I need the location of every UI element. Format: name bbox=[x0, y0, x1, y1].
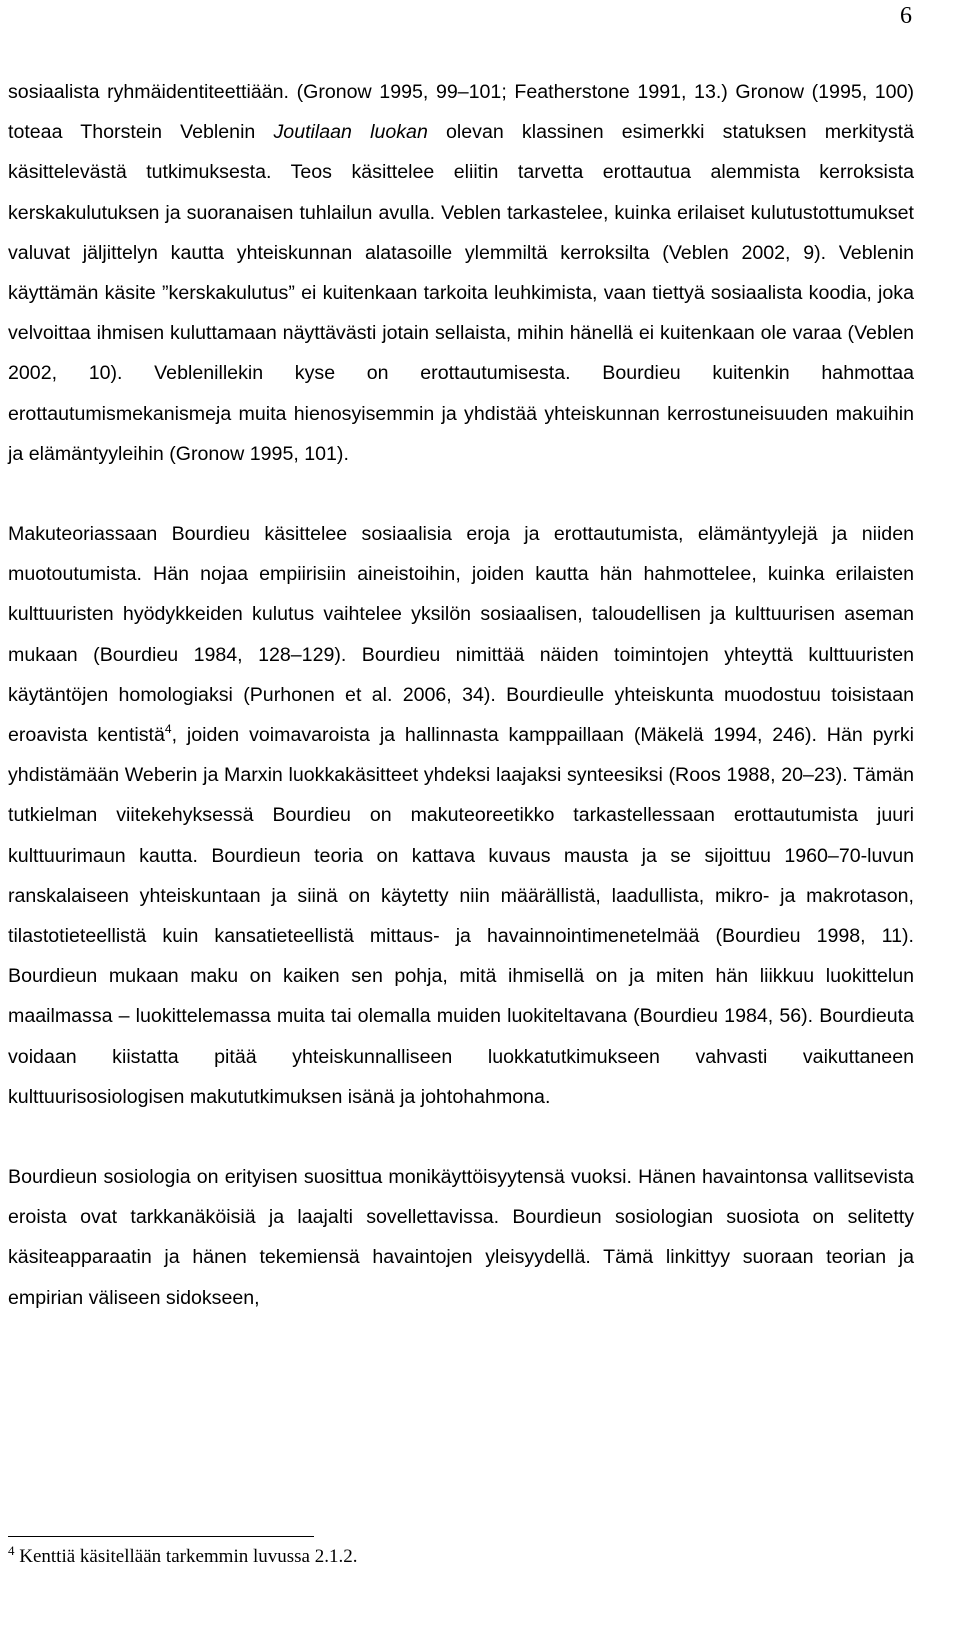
paragraph-2-text-a: Makuteoriassaan Bourdieu käsittelee sosiaalisia eroja ja erottautumista, elämäntyylejä ja niiden muotoutumista. Hän nojaa empiirisiin aineistoihin, joiden kautta hän hahmottelee, kuinka erilaisten kulttuuristen hyödykkeiden kulutus vaihtelee yksilön sosiaalisen, taloudellisen ja kulttuurisen aseman mukaan (Bourdieu 1984, 128–129). Bourdieu nimittää näiden toimintojen yhteyttä kulttuuristen käytäntöjen homologiaksi (Purhonen et al. 2006, 34). Bourdieulle yhteiskunta muodostuu toisistaan eroavista kentistä bbox=[8, 523, 914, 747]
paragraph-3 bbox=[8, 1157, 914, 1318]
paragraph-2-text-b: , joiden voimavaroista ja hallinnasta kamppaillaan (Mäkelä 1994, 246). Hän pyrki yhdistämään Weberin ja Marxin luokkakäsitteet yhdeksi laajaksi synteesiksi (Roos 1988, 20–23). Tämän tutkielman viitekehyksessä Bourdieu on makuteoreetikko tarkastellessaan erottautumista juuri kulttuurimaun kautta. Bourdieun teoria on kattava kuvaus mausta ja se sijoittuu 1960–70-luvun ranskalaiseen yhteiskuntaan ja siinä on käytetty niin määrällistä, laadullista, mikro- ja makrotason, tilastotieteellistä kuin kansatieteellistä mittaus- ja havainnointimenetelmää (Bourdieu 1998, 11). Bourdieun mukaan maku on kaiken sen pohja, mitä ihmisellä on ja miten hän liikkuu luokittelun maailmassa – luokittelemassa muita tai olemalla muiden luokiteltavana (Bourdieu 1984, 56). Bourdieuta voidaan kiistatta pitää yhteiskunnalliseen luokkatutkimukseen vahvasti vaikuttaneen kulttuurisosiologisen makututkimuksen isänä ja johtohahmona. bbox=[8, 724, 914, 1108]
book-title-italic: Joutilaan luokan bbox=[273, 121, 428, 144]
paragraph-2 bbox=[8, 514, 914, 1117]
footnote bbox=[8, 1545, 914, 1569]
footnote-reference: 4 bbox=[164, 722, 172, 737]
paragraph-1 bbox=[8, 72, 914, 474]
paragraph-1-text-b: olevan klassinen esimerkki statuksen merkitystä käsittelevästä tutkimuksesta. Teos käsittelee eliitin tarvetta erottautua alemmista kerroksista kerskakulutuksen ja suoranaisen tuhlailun avulla. Veblen tarkastelee, kuinka erilaiset kulutustottumukset valuvat jäljittelyn kautta yhteiskunnan alatasoille ylemmiltä kerroksilta (Veblen 2002, 9). Veblenin käyttämän käsite ”kerskakulutus” ei kuitenkaan tarkoita leuhkimista, vaan tiettyä sosiaalista koodia, joka velvoittaa ihmisen kuluttamaan näyttävästi jotain sellaista, mihin hänellä ei kuitenkaan ole varaa (Veblen 2002, 10). Veblenillekin kyse on erottautumisesta. Bourdieu kuitenkin hahmottaa erottautumismekanismeja muita hienosyisemmin ja yhdistää yhteiskunnan kerrostuneisuuden makuihin ja elämäntyyleihin (Gronow 1995, 101). bbox=[8, 121, 914, 465]
paragraph-3-text: Bourdieun sosiologia on erityisen suosittua monikäyttöisyytensä vuoksi. Hänen havaintonsa vallitsevista eroista ovat tarkkanäköisiä ja laajalti sovellettavissa. Bourdieun sosiologian suosiota on selitetty käsiteapparaatin ja hänen tekemiensä havaintojen yleisyydellä. Tämä linkittyy suoraan teorian ja empirian väliseen sidokseen, bbox=[8, 1166, 914, 1309]
footnote-text: Kenttiä käsitellään tarkemmin luvussa 2.1.2. bbox=[14, 1546, 358, 1567]
page-number: 6 bbox=[900, 3, 912, 29]
footnote-marker: 4 bbox=[8, 1543, 15, 1558]
body-text bbox=[8, 72, 914, 1318]
paragraph-1-text-a: sosiaalista ryhmäidentiteettiään. (Gronow 1995, 99–101; Featherstone 1991, 13.) Gronow (1995, 100) toteaa Thorstein Veblenin bbox=[8, 81, 914, 144]
footnote-separator bbox=[8, 1536, 314, 1537]
